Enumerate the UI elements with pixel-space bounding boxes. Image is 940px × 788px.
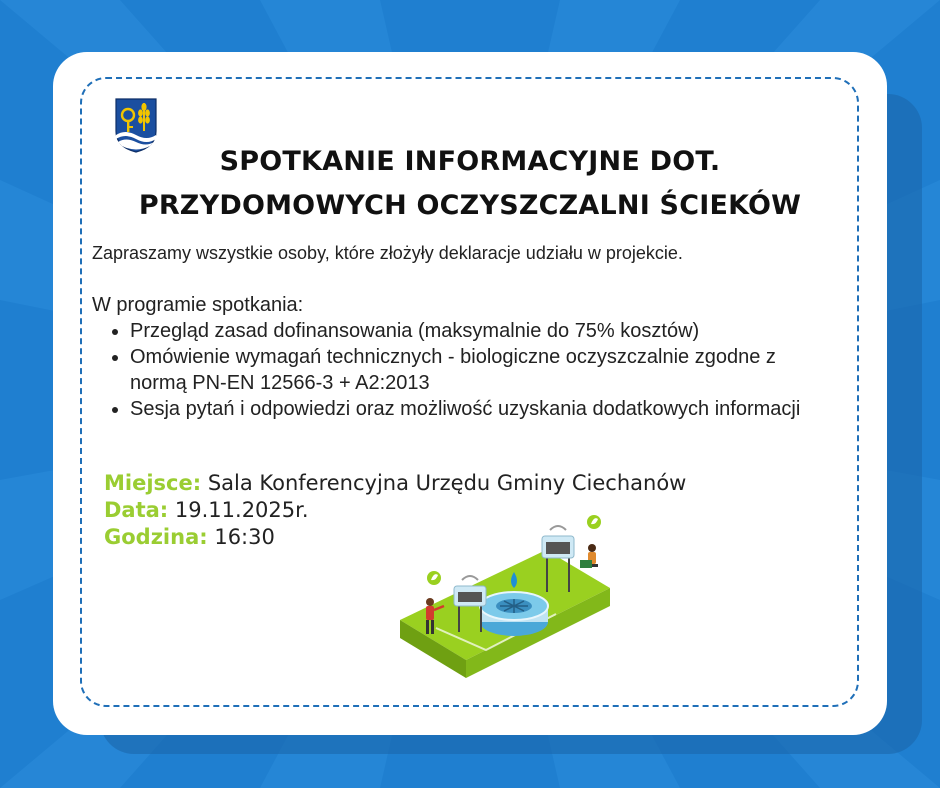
place-row [104,470,844,497]
program-list [92,318,832,422]
time-label: Godzina: [104,525,208,549]
time-value: 16:30 [214,525,275,549]
page-title [100,140,840,228]
list-item: • Sesja pytań i odpowiedzi oraz możliwość uzyskania dodatkowych informacji [130,396,832,422]
date-value: 19.11.2025r. [174,498,309,522]
title-line-2: PRZYDOMOWYCH OCZYSZCZALNI ŚCIEKÓW [138,190,802,221]
place-label: Miejsce: [104,471,202,495]
program-heading: W programie spotkania: [92,294,304,316]
treatment-plant-illustration [396,510,612,690]
date-label: Data: [104,498,169,522]
list-item: • Przegląd zasad dofinansowania (maksymalnie do 75% kosztów) [130,318,832,344]
list-item: • Omówienie wymagań technicznych - biologiczne oczyszczalnie zgodne z normą PN-EN 12566-3 + A2:2013 [130,344,832,396]
invitation-text: Zapraszamy wszystkie osoby, które złożyły deklaracje udziału w projekcie. [92,243,683,263]
title-line-1: SPOTKANIE INFORMACYJNE DOT. [219,146,721,177]
place-value: Sala Konferencyjna Urzędu Gminy Ciechanów [207,471,687,495]
program-section [92,292,832,422]
